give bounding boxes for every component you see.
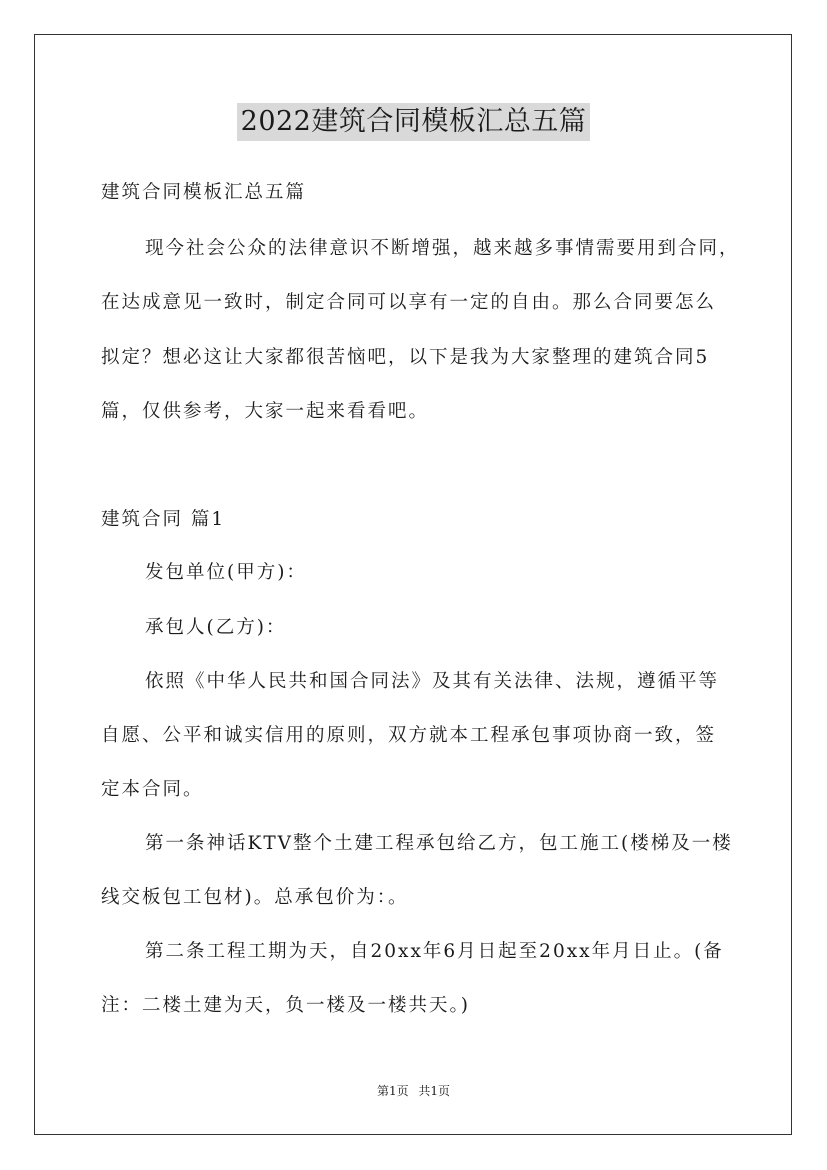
basis-line: 定本合同。	[101, 779, 204, 800]
basis-line: 自愿、公平和诚实信用的原则，双方就本工程承包事项协商一致，签	[101, 725, 717, 746]
section-heading: 建筑合同 篇1	[101, 509, 226, 530]
party-a-line: 发包单位(甲方)：	[145, 562, 307, 583]
title-area	[0, 103, 827, 141]
page-total: 共1页	[418, 1084, 451, 1098]
article2-line: 注：二楼土建为天，负一楼及一楼共天。)	[101, 995, 470, 1016]
intro-line: 拟定？想必这让大家都很苦恼吧，以下是我为大家整理的建筑合同5	[101, 347, 710, 368]
document-title: 2022建筑合同模板汇总五篇	[237, 103, 591, 141]
party-b-line: 承包人(乙方)：	[145, 617, 287, 638]
page-number: 第1页	[376, 1084, 409, 1098]
document-subtitle: 建筑合同模板汇总五篇	[101, 182, 307, 203]
article1-line: 线交板包工包材)。总承包价为：。	[101, 887, 409, 908]
intro-line: 在达成意见一致时，制定合同可以享有一定的自由。那么合同要怎么	[101, 292, 717, 313]
article1-line: 第一条神话KTV整个土建工程承包给乙方，包工施工(楼梯及一楼	[145, 833, 733, 854]
basis-line: 依照《中华人民共和国合同法》及其有关法律、法规，遵循平等	[145, 671, 720, 692]
article2-line: 第二条工程工期为天，自20xx年6月日起至20xx年月日止。(备	[145, 941, 724, 962]
intro-line: 现今社会公众的法律意识不断增强，越来越多事情需要用到合同，	[145, 238, 740, 259]
intro-line: 篇，仅供参考，大家一起来看看吧。	[101, 401, 430, 422]
page-footer	[0, 1083, 827, 1099]
